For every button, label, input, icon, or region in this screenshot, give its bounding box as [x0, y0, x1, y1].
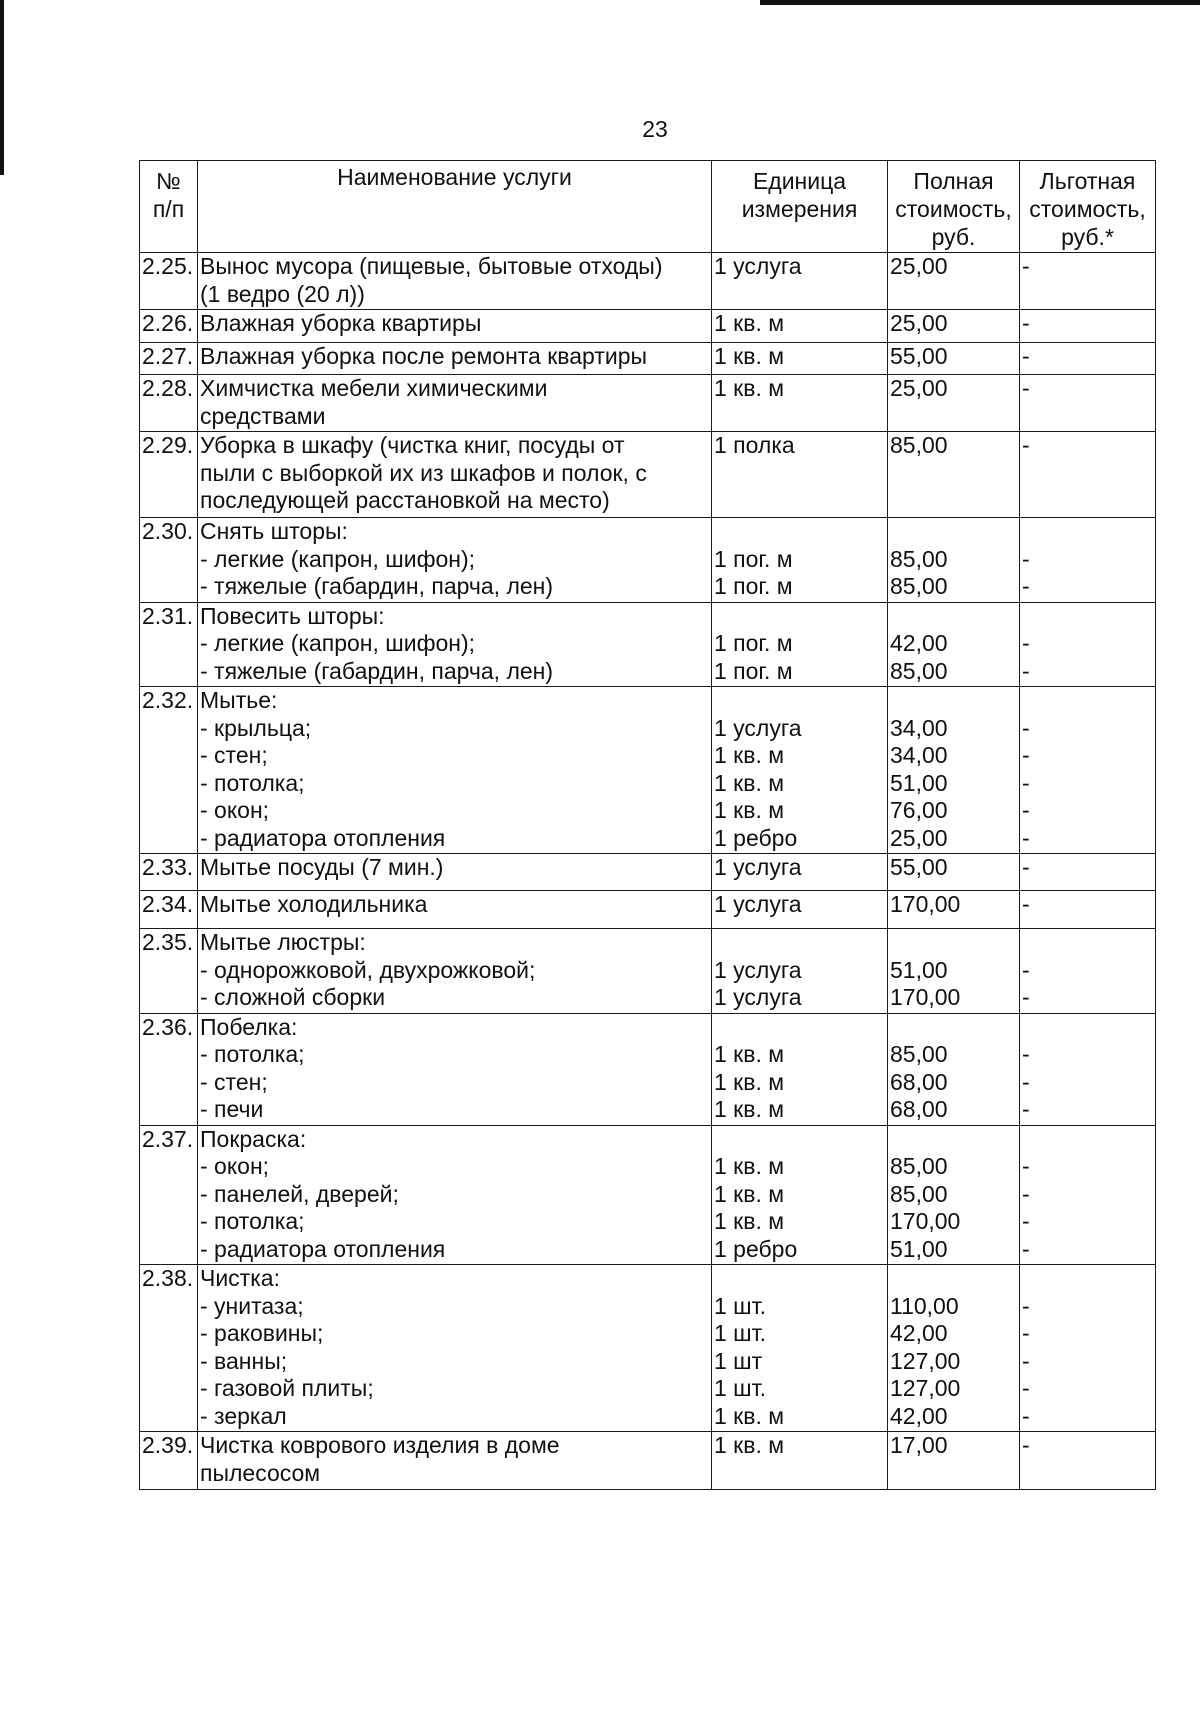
discount-price-value: - — [1022, 375, 1030, 401]
header-price-line: руб. — [931, 224, 976, 250]
service-name-line: Чистка коврового изделия в доме — [200, 1432, 560, 1458]
discount-price-value: - — [1022, 1402, 1030, 1429]
service-name-line: - крыльца; — [200, 714, 312, 741]
full-price-value: 25,00 — [890, 253, 948, 279]
cell-full-price — [888, 1265, 1020, 1432]
unit-value: 1 ребро — [714, 824, 798, 851]
service-name-line: Покраска: — [200, 1125, 307, 1152]
row-spacer — [890, 603, 1017, 631]
discount-price-value: - — [1022, 769, 1030, 796]
table-row — [140, 929, 1156, 1014]
full-price-value: 110,00 — [890, 1292, 959, 1319]
full-price-value: 34,00 — [890, 742, 948, 768]
discount-price-value: - — [1022, 1041, 1030, 1067]
cell-service-name — [198, 432, 712, 518]
unit-value: 1 кв. м — [714, 1041, 785, 1067]
scan-edge-top — [760, 0, 1200, 5]
full-price-value: 34,00 — [890, 714, 948, 741]
service-name-line: (1 ведро (20 л)) — [200, 280, 365, 307]
discount-price-value: - — [1022, 253, 1030, 279]
service-name-line: - тяжелые (габардин, парча, лен) — [200, 657, 554, 684]
table-row — [140, 343, 1156, 375]
service-name-line: Влажная уборка после ремонта квартиры — [200, 343, 648, 369]
cell-unit — [712, 1013, 888, 1125]
full-price-value: 55,00 — [890, 343, 948, 369]
row-spacer — [714, 603, 885, 631]
header-num — [140, 161, 198, 253]
header-unit — [712, 161, 888, 253]
full-price-value: 51,00 — [890, 769, 948, 796]
full-price-value: 85,00 — [890, 657, 948, 684]
row-spacer — [890, 518, 1017, 546]
discount-price-value: - — [1022, 1208, 1030, 1234]
service-name-line: Побелка: — [200, 1013, 298, 1040]
table-row — [140, 1013, 1156, 1125]
service-name-line: средствами — [200, 402, 326, 429]
cell-service-name — [198, 891, 712, 929]
item-number: 2.36. — [142, 1013, 194, 1040]
discount-price-value: - — [1022, 824, 1030, 851]
row-spacer — [890, 687, 1017, 715]
cell-service-name — [198, 253, 712, 310]
cell-unit — [712, 1265, 888, 1432]
service-name-line: Снять шторы: — [200, 518, 348, 544]
header-unit-line: Единица — [752, 168, 847, 194]
discount-price-value: - — [1022, 573, 1030, 599]
cell-unit — [712, 929, 888, 1014]
service-name-line: - окон; — [200, 1153, 270, 1179]
table-row — [140, 1432, 1156, 1490]
discount-price-value: - — [1022, 1320, 1030, 1346]
item-number: 2.27. — [142, 343, 194, 369]
cell-full-price — [888, 854, 1020, 891]
item-number: 2.30. — [142, 518, 194, 544]
cell-number — [140, 253, 198, 310]
row-spacer — [890, 1014, 1017, 1042]
row-spacer — [1022, 687, 1153, 715]
discount-price-value: - — [1022, 1347, 1030, 1374]
cell-full-price — [888, 602, 1020, 687]
discount-price-value: - — [1022, 1432, 1030, 1458]
service-name-line: Мытье люстры: — [200, 929, 366, 955]
full-price-value: 127,00 — [890, 1375, 961, 1401]
cell-full-price — [888, 343, 1020, 375]
cell-number — [140, 1265, 198, 1432]
discount-price-value: - — [1022, 630, 1030, 656]
service-name-line: Повесить шторы: — [200, 602, 385, 629]
unit-value: 1 кв. м — [714, 310, 785, 336]
item-number: 2.28. — [142, 375, 194, 401]
cell-unit — [712, 432, 888, 518]
full-price-value: 25,00 — [890, 824, 948, 851]
cell-discount-price — [1020, 891, 1156, 929]
item-number: 2.32. — [142, 687, 194, 713]
service-name-line: - стен; — [200, 1068, 268, 1095]
cell-unit — [712, 1432, 888, 1490]
discount-price-value: - — [1022, 1235, 1030, 1262]
item-number: 2.37. — [142, 1125, 194, 1152]
unit-value: 1 пог. м — [714, 573, 793, 599]
unit-value: 1 шт. — [714, 1375, 767, 1401]
discount-price-value: - — [1022, 742, 1030, 768]
full-price-value: 17,00 — [890, 1432, 948, 1458]
unit-value: 1 кв. м — [714, 1068, 785, 1095]
service-name-line: - панелей, дверей; — [200, 1180, 399, 1207]
cell-service-name — [198, 1265, 712, 1432]
cell-unit — [712, 518, 888, 603]
service-name-line: - легкие (капрон, шифон); — [200, 630, 476, 656]
full-price-value: 85,00 — [890, 545, 948, 572]
table-row — [140, 375, 1156, 432]
item-number: 2.33. — [142, 854, 194, 880]
service-name-line: - раковины; — [200, 1320, 324, 1346]
item-number: 2.29. — [142, 432, 194, 458]
discount-price-value: - — [1022, 714, 1030, 741]
service-name-line: - окон; — [200, 797, 270, 823]
cell-unit — [712, 375, 888, 432]
header-name-line: Наименование услуги — [337, 164, 572, 190]
cell-unit — [712, 891, 888, 929]
full-price-value: 85,00 — [890, 573, 948, 599]
unit-value: 1 кв. м — [714, 769, 785, 796]
row-spacer — [714, 518, 885, 546]
cell-unit — [712, 343, 888, 375]
cell-number — [140, 1013, 198, 1125]
unit-value: 1 кв. м — [714, 1096, 785, 1122]
cell-service-name — [198, 1432, 712, 1490]
service-name-line: Химчистка мебели химическими — [200, 375, 548, 401]
discount-price-value: - — [1022, 1096, 1030, 1122]
cell-discount-price — [1020, 253, 1156, 310]
discount-price-value: - — [1022, 432, 1030, 458]
cell-full-price — [888, 432, 1020, 518]
discount-price-value: - — [1022, 956, 1030, 983]
item-number: 2.38. — [142, 1265, 194, 1291]
item-number: 2.34. — [142, 891, 194, 917]
cell-number — [140, 929, 198, 1014]
unit-value: 1 кв. м — [714, 1402, 785, 1429]
header-price-line: Полная — [913, 168, 994, 194]
service-name-line: Мытье посуды (7 мин.) — [200, 854, 444, 880]
row-spacer — [714, 1265, 885, 1293]
header-num-line: п/п — [152, 196, 185, 222]
header-price-line: стоимость, — [895, 196, 1012, 222]
unit-value: 1 кв. м — [714, 1180, 785, 1207]
full-price-value: 51,00 — [890, 1235, 948, 1262]
cell-unit — [712, 1125, 888, 1265]
cell-discount-price — [1020, 1013, 1156, 1125]
cell-number — [140, 375, 198, 432]
cell-number — [140, 310, 198, 343]
service-name-line: Мытье холодильника — [200, 891, 428, 917]
cell-service-name — [198, 343, 712, 375]
item-number: 2.26. — [142, 310, 194, 336]
cell-discount-price — [1020, 854, 1156, 891]
row-spacer — [1022, 1014, 1153, 1042]
cell-service-name — [198, 602, 712, 687]
table-row — [140, 602, 1156, 687]
table-body — [140, 253, 1156, 1490]
cell-full-price — [888, 310, 1020, 343]
discount-price-value: - — [1022, 545, 1030, 572]
unit-value: 1 пог. м — [714, 657, 793, 684]
cell-full-price — [888, 687, 1020, 854]
header-lgot-line: стоимость, — [1029, 196, 1146, 222]
cell-full-price — [888, 891, 1020, 929]
item-number: 2.31. — [142, 602, 194, 629]
unit-value: 1 кв. м — [714, 375, 785, 401]
unit-value: 1 кв. м — [714, 343, 785, 369]
discount-price-value: - — [1022, 1292, 1030, 1319]
unit-value: 1 услуга — [714, 984, 802, 1010]
unit-value: 1 услуга — [714, 956, 802, 983]
row-spacer — [714, 929, 885, 957]
unit-value: 1 полка — [714, 432, 795, 458]
unit-value: 1 услуга — [714, 854, 802, 880]
row-spacer — [890, 929, 1017, 957]
cell-number — [140, 1432, 198, 1490]
unit-value: 1 шт. — [714, 1320, 767, 1346]
service-name-line: последующей расстановкой на место) — [200, 487, 610, 513]
unit-value: 1 кв. м — [714, 1432, 785, 1458]
service-name-line: - стен; — [200, 742, 268, 768]
service-name-line: - газовой плиты; — [200, 1375, 374, 1401]
unit-value: 1 услуга — [714, 891, 802, 917]
cell-full-price — [888, 518, 1020, 603]
table-row — [140, 1125, 1156, 1265]
unit-value: 1 шт. — [714, 1292, 767, 1319]
service-name-line: - тяжелые (габардин, парча, лен) — [200, 573, 554, 599]
item-number: 2.35. — [142, 929, 194, 955]
cell-service-name — [198, 375, 712, 432]
header-name — [198, 161, 712, 253]
service-name-line: - потолка; — [200, 1208, 305, 1234]
service-name-line: Вынос мусора (пищевые, бытовые отходы) — [200, 253, 663, 279]
services-price-table — [139, 160, 1156, 1490]
cell-full-price — [888, 929, 1020, 1014]
scan-edge-left — [0, 0, 4, 175]
service-name-line: - зеркал — [200, 1402, 287, 1429]
cell-service-name — [198, 687, 712, 854]
header-lgot-line: руб.* — [1061, 224, 1114, 250]
cell-service-name — [198, 1125, 712, 1265]
cell-unit — [712, 687, 888, 854]
cell-service-name — [198, 518, 712, 603]
table-row — [140, 854, 1156, 891]
header-unit-line: измерения — [741, 196, 858, 222]
discount-price-value: - — [1022, 657, 1030, 684]
discount-price-value: - — [1022, 797, 1030, 823]
full-price-value: 170,00 — [890, 984, 961, 1010]
cell-full-price — [888, 253, 1020, 310]
cell-discount-price — [1020, 929, 1156, 1014]
table-header-row — [140, 161, 1156, 253]
service-name-line: пыли с выборкой их из шкафов и полок, с — [200, 459, 647, 486]
table-row — [140, 518, 1156, 603]
service-name-line: - унитаза; — [200, 1292, 304, 1319]
cell-number — [140, 1125, 198, 1265]
service-name-line: - потолка; — [200, 769, 305, 796]
full-price-value: 85,00 — [890, 1180, 948, 1207]
cell-discount-price — [1020, 602, 1156, 687]
service-name-line: - однорожковой, двухрожковой; — [200, 956, 536, 983]
unit-value: 1 кв. м — [714, 797, 785, 823]
discount-price-value: - — [1022, 310, 1030, 336]
header-lgot-line: Льготная — [1039, 168, 1136, 194]
cell-discount-price — [1020, 518, 1156, 603]
cell-service-name — [198, 1013, 712, 1125]
item-number: 2.25. — [142, 253, 194, 279]
unit-value: 1 шт — [714, 1347, 763, 1374]
unit-value: 1 ребро — [714, 1235, 798, 1262]
unit-value: 1 услуга — [714, 714, 802, 741]
row-spacer — [714, 1014, 885, 1042]
cell-full-price — [888, 1125, 1020, 1265]
full-price-value: 85,00 — [890, 432, 948, 458]
cell-service-name — [198, 310, 712, 343]
discount-price-value: - — [1022, 1153, 1030, 1179]
cell-full-price — [888, 1432, 1020, 1490]
service-name-line: - потолка; — [200, 1041, 305, 1067]
cell-discount-price — [1020, 310, 1156, 343]
unit-value: 1 кв. м — [714, 1153, 785, 1179]
cell-discount-price — [1020, 1125, 1156, 1265]
header-price — [888, 161, 1020, 253]
unit-value: 1 кв. м — [714, 742, 785, 768]
service-name-line: Чистка: — [200, 1265, 280, 1291]
cell-service-name — [198, 854, 712, 891]
cell-number — [140, 602, 198, 687]
full-price-value: 170,00 — [890, 891, 961, 917]
row-spacer — [1022, 518, 1153, 546]
cell-discount-price — [1020, 343, 1156, 375]
table-row — [140, 253, 1156, 310]
header-lgot — [1020, 161, 1156, 253]
discount-price-value: - — [1022, 1375, 1030, 1401]
discount-price-value: - — [1022, 854, 1030, 880]
cell-service-name — [198, 929, 712, 1014]
table-row — [140, 687, 1156, 854]
service-name-line: - печи — [200, 1096, 264, 1122]
header-num-line: № — [156, 168, 181, 194]
cell-unit — [712, 253, 888, 310]
page-number: 23 — [642, 116, 668, 142]
cell-number — [140, 518, 198, 603]
full-price-value: 170,00 — [890, 1208, 961, 1234]
row-spacer — [890, 1265, 1017, 1293]
full-price-value: 25,00 — [890, 310, 948, 336]
cell-number — [140, 891, 198, 929]
full-price-value: 85,00 — [890, 1041, 948, 1067]
service-name-line: Влажная уборка квартиры — [200, 310, 482, 336]
full-price-value: 25,00 — [890, 375, 948, 401]
table-row — [140, 891, 1156, 929]
row-spacer — [890, 1126, 1017, 1154]
cell-full-price — [888, 1013, 1020, 1125]
service-name-line: - сложной сборки — [200, 984, 386, 1010]
unit-value: 1 пог. м — [714, 630, 793, 656]
service-name-line: - радиатора отопления — [200, 824, 446, 851]
cell-number — [140, 687, 198, 854]
discount-price-value: - — [1022, 1068, 1030, 1095]
full-price-value: 51,00 — [890, 956, 948, 983]
cell-unit — [712, 602, 888, 687]
unit-value: 1 кв. м — [714, 1208, 785, 1234]
discount-price-value: - — [1022, 891, 1030, 917]
row-spacer — [1022, 1265, 1153, 1293]
cell-number — [140, 854, 198, 891]
discount-price-value: - — [1022, 1180, 1030, 1207]
cell-full-price — [888, 375, 1020, 432]
service-name-line: Мытье: — [200, 687, 278, 713]
full-price-value: 42,00 — [890, 1402, 948, 1429]
cell-discount-price — [1020, 1265, 1156, 1432]
service-name-line: Уборка в шкафу (чистка книг, посуды от — [200, 432, 625, 458]
unit-value: 1 услуга — [714, 253, 802, 279]
full-price-value: 68,00 — [890, 1096, 948, 1122]
row-spacer — [1022, 929, 1153, 957]
cell-number — [140, 343, 198, 375]
row-spacer — [1022, 603, 1153, 631]
item-number: 2.39. — [142, 1432, 194, 1458]
cell-discount-price — [1020, 1432, 1156, 1490]
row-spacer — [714, 687, 885, 715]
service-name-line: - легкие (капрон, шифон); — [200, 545, 476, 572]
cell-number — [140, 432, 198, 518]
cell-unit — [712, 310, 888, 343]
table-row — [140, 1265, 1156, 1432]
full-price-value: 85,00 — [890, 1153, 948, 1179]
full-price-value: 76,00 — [890, 797, 948, 823]
full-price-value: 68,00 — [890, 1068, 948, 1095]
full-price-value: 127,00 — [890, 1347, 961, 1374]
service-name-line: - радиатора отопления — [200, 1235, 446, 1262]
cell-discount-price — [1020, 687, 1156, 854]
row-spacer — [714, 1126, 885, 1154]
cell-discount-price — [1020, 432, 1156, 518]
unit-value: 1 пог. м — [714, 545, 793, 572]
discount-price-value: - — [1022, 343, 1030, 369]
table-row — [140, 310, 1156, 343]
discount-price-value: - — [1022, 984, 1030, 1010]
cell-discount-price — [1020, 375, 1156, 432]
row-spacer — [1022, 1126, 1153, 1154]
cell-unit — [712, 854, 888, 891]
service-name-line: - ванны; — [200, 1347, 288, 1374]
full-price-value: 55,00 — [890, 854, 948, 880]
full-price-value: 42,00 — [890, 1320, 948, 1346]
table-row — [140, 432, 1156, 518]
full-price-value: 42,00 — [890, 630, 948, 656]
service-name-line: пылесосом — [200, 1459, 321, 1486]
